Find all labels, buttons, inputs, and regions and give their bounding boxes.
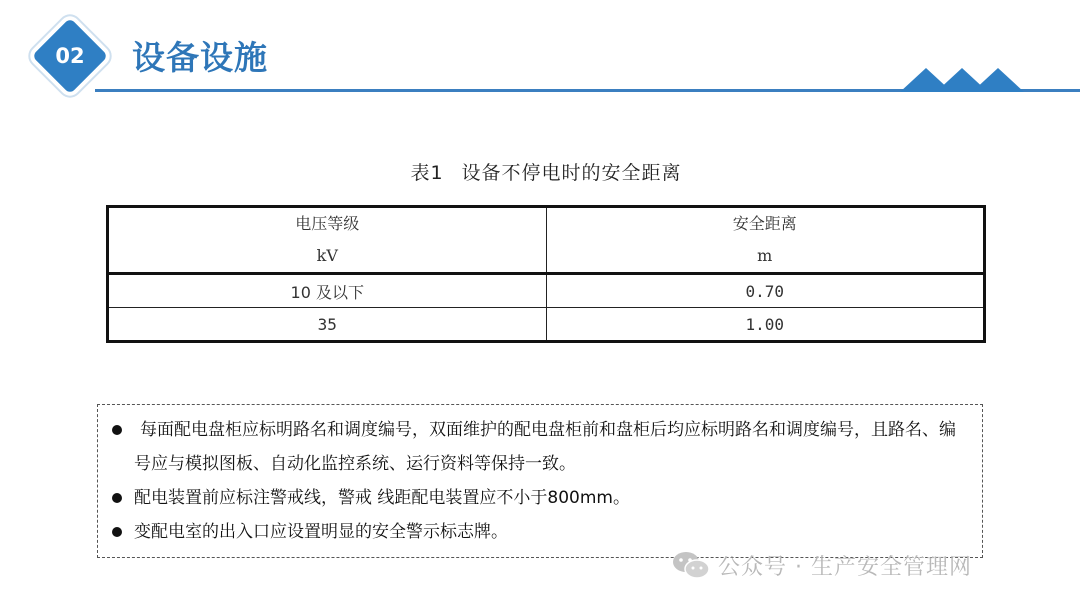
page-title: 设备设施 bbox=[132, 38, 268, 77]
table-row bbox=[108, 274, 985, 308]
cell-distance: 0.70 bbox=[546, 274, 985, 308]
list-item bbox=[110, 413, 970, 481]
table-caption-title: 设备不停电时的安全距离 bbox=[461, 162, 682, 184]
watermark-text: 公众号 · 生产安全管理网 bbox=[718, 554, 972, 580]
safety-distance-table bbox=[106, 205, 986, 343]
bullet-icon bbox=[112, 493, 122, 503]
wechat-icon bbox=[672, 550, 710, 580]
cell-voltage: 35 bbox=[108, 308, 547, 342]
notes-box bbox=[97, 404, 983, 558]
note-text: 配电装置前应标注警戒线，警戒 线距配电装置应不小于800mm。 bbox=[134, 488, 630, 508]
header-cell-distance bbox=[546, 207, 985, 274]
cell-voltage-text: 10 及以下 bbox=[290, 282, 364, 302]
table-caption-number: 表1 bbox=[410, 162, 444, 184]
header-voltage-unit: kV bbox=[316, 246, 338, 265]
table-caption bbox=[0, 158, 1080, 185]
section-number: 02 bbox=[55, 44, 85, 68]
bullet-icon bbox=[112, 425, 122, 435]
cell-voltage bbox=[108, 274, 547, 308]
watermark bbox=[672, 548, 972, 582]
list-item bbox=[110, 481, 970, 515]
header-distance-label: 安全距离 bbox=[732, 214, 797, 233]
list-item bbox=[110, 515, 970, 549]
mountain-decoration-icon bbox=[900, 64, 1030, 92]
cell-distance: 1.00 bbox=[546, 308, 985, 342]
header-cell-voltage bbox=[108, 207, 547, 274]
note-text: 每面配电盘柜应标明路名和调度编号，双面维护的配电盘柜前和盘柜后均应标明路名和调度编号，且路名、编号应与模拟图板、自动化监控系统、运行资料等保持一致。 bbox=[134, 420, 956, 474]
note-text: 变配电室的出入口应设置明显的安全警示标志牌。 bbox=[134, 522, 508, 542]
header-voltage-label: 电压等级 bbox=[295, 214, 360, 233]
bullet-icon bbox=[112, 527, 122, 537]
header-distance-unit: m bbox=[757, 246, 773, 265]
table-header-row bbox=[108, 207, 985, 274]
table-row bbox=[108, 308, 985, 342]
section-badge bbox=[34, 20, 106, 92]
